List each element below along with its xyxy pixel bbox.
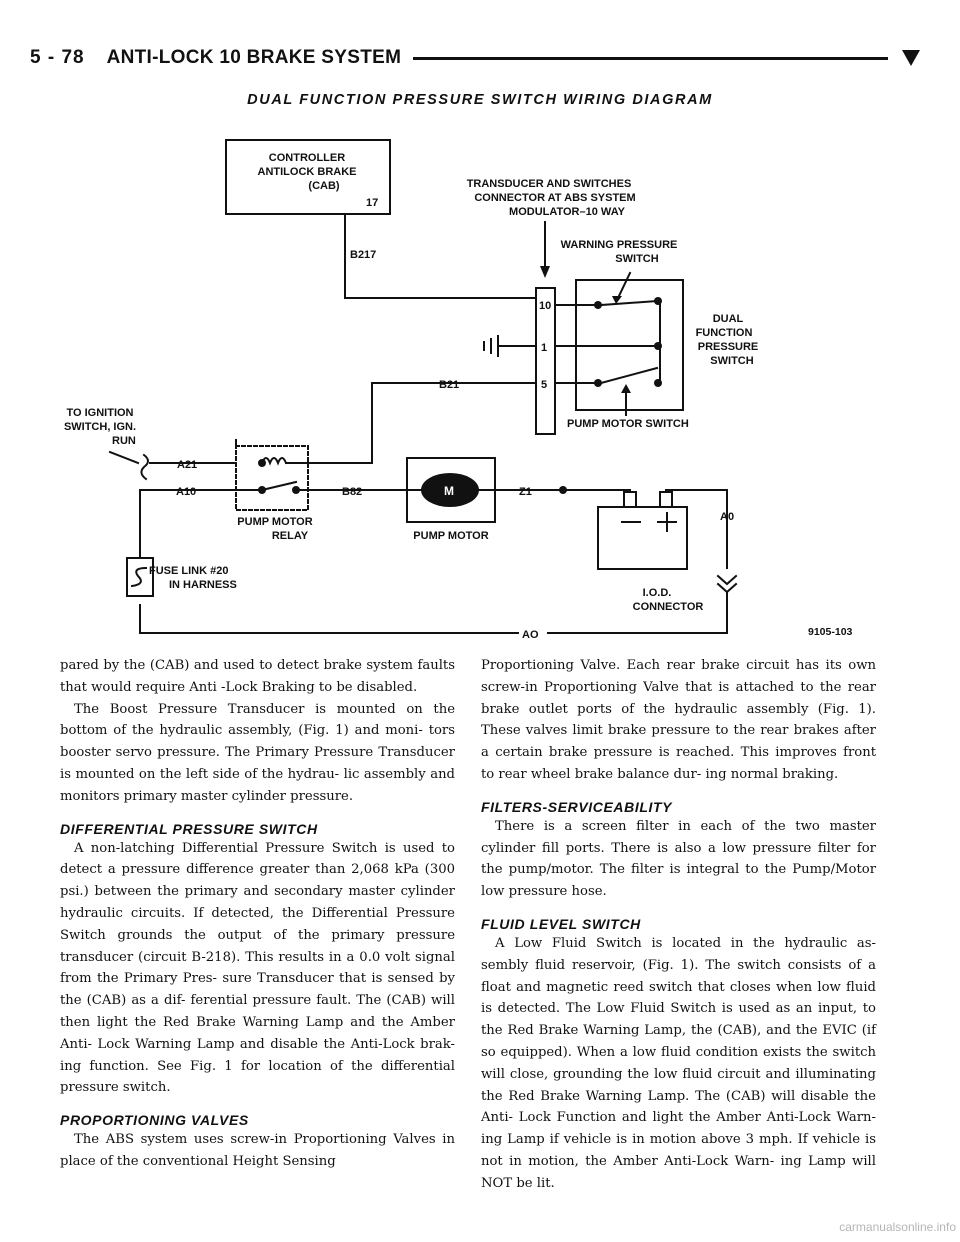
label-pin1: 1 [541,342,548,354]
label-iod-connector: CONNECTOR [632,601,704,613]
diagram-title: DUAL FUNCTION PRESSURE SWITCH WIRING DIAGRAM [247,92,713,108]
paragraph: A non-latching Differential Pressure Switch is used to detect a pressure difference greater than 2,068 kPa (300 psi.) between the primary and secondary master cylinder hydraulic circuits. If detected, the Differential Pressure Switch grounds the output of the primary pressure transducer (circuit B-218). This results in a 0.0 volt signal from the Primary Pres- sure Transducer that is sensed by the (CAB) as a dif- ferential pressure fault. The (CAB) will then light the Red Brake Warning Lamp and the Amber Anti- Lock Warning Lamp and disable the Anti-Lock brak- ing function. See Fig. 1 for location of the differential pressure switch. [60,840,455,1096]
heading-proportioning-valves: PROPORTIONING VALVES [60,1112,249,1129]
paragraph: pared by the (CAB) and used to detect brake system faults that would require Anti -Lock Braking to be disabled. [60,658,455,695]
heading-fluid-level-switch: FLUID LEVEL SWITCH [481,915,641,932]
label-dual-switch: SWITCH [710,355,754,367]
label-controller: CONTROLLER [268,152,346,164]
watermark: carmanualsonline.info [839,1220,956,1234]
paragraph: The Boost Pressure Transducer is mounted on the bottom of the hydraulic assembly, (Fig. 1) and moni- tors booster servo pressure. The Primary Pressure Transducer is mounted on the left side of the hydrau- lic assembly and monitors primary master cylinder pressure. [60,701,455,804]
label-z1: Z1 [519,486,532,498]
label-pump-motor-relay: PUMP MOTOR [237,516,313,528]
label-transducer: TRANSDUCER AND SWITCHES [466,178,632,190]
label-pin10: 10 [539,300,552,312]
label-switch-ign: SWITCH, IGN. [63,421,137,433]
label-connector-abs: CONNECTOR AT ABS SYSTEM [474,192,636,204]
label-fuse-link: FUSE LINK #20 [149,565,229,577]
label-modulator: MODULATOR–10 WAY [509,206,625,218]
label-ao: AO [522,629,539,641]
label-b21: B21 [439,379,460,391]
label-pump-motor: PUMP MOTOR [413,530,489,542]
label-figure-id: 9105-103 [808,626,853,638]
section-title: ANTI-LOCK 10 BRAKE SYSTEM [106,47,402,68]
battery-box [598,507,687,569]
right-column [481,655,876,1195]
paragraph: Proportioning Valve. Each rear brake circuit has its own screw-in Proportioning Valve that is attached to the rear brake outlet ports of the hydraulic assembly (Fig. 1). These valves limit brake pressure to the rear brakes after a certain brake pressure is reached. This improves front to rear wheel brake balance dur- ing normal braking. [481,658,876,782]
label-relay: RELAY [271,530,309,542]
label-dual: DUAL [712,313,744,325]
label-function: FUNCTION [695,327,753,339]
motor-symbol: M [444,484,454,498]
wire-b21 [308,383,536,463]
label-b217: B217 [350,249,377,261]
paragraph: The ABS system uses screw-in Proportioning Valves in place of the conventional Height Sensing [60,1132,455,1169]
label-warning-switch: SWITCH [615,253,659,265]
label-iod: I.O.D. [642,587,672,599]
left-column [60,655,455,1173]
paragraph: There is a screen filter in each of the two master cylinder fill ports. There is also a low pressure filter for the pump/motor. The filter is integral to the Pump/Motor low pressure hose. [481,818,876,900]
label-a0: A0 [720,511,735,523]
label-in-harness: IN HARNESS [169,579,237,591]
page-number: 5 - 78 [30,47,85,68]
label-to-ignition: TO IGNITION [66,407,134,419]
label-antilock-brake: ANTILOCK BRAKE [257,166,357,178]
heading-filters-serviceability: FILTERS-SERVICEABILITY [481,798,673,815]
wire-ao [140,605,518,633]
label-pump-motor-switch: PUMP MOTOR SWITCH [567,418,689,430]
label-a10: A10 [176,486,197,498]
label-cab: (CAB) [308,180,340,192]
label-run: RUN [112,435,136,447]
label-pin5: 5 [541,379,548,391]
label-pressure: PRESSURE [697,341,759,353]
label-warning-pressure: WARNING PRESSURE [560,239,678,251]
label-a21: A21 [177,459,198,471]
paragraph: A Low Fluid Switch is located in the hydraulic as- sembly fluid reservoir, (Fig. 1). The switch consists of a float and magnetic reed switch that closes when low fluid is detected. The Low Fluid Switch is used as an input, to the Red Brake Warning Lamp, the (CAB), and the EVIC (if so equipped). When a low fluid condition exists the switch will close, grounding the low fluid circuit and illuminating the Red Brake Warning Lamp. The (CAB) will disable the Anti- Lock Function and light the Amber Anti-Lock Warn- ing Lamp if vehicle is in motion above 3 mph. If vehicle is not in motion, the Amber Anti-Lock Warn- ing Lamp will NOT be lit. [481,935,876,1191]
relay-box [236,446,308,510]
label-b82: B82 [342,486,363,498]
heading-differential-pressure-switch: DIFFERENTIAL PRESSURE SWITCH [60,820,318,837]
label-pin-17: 17 [366,197,379,209]
